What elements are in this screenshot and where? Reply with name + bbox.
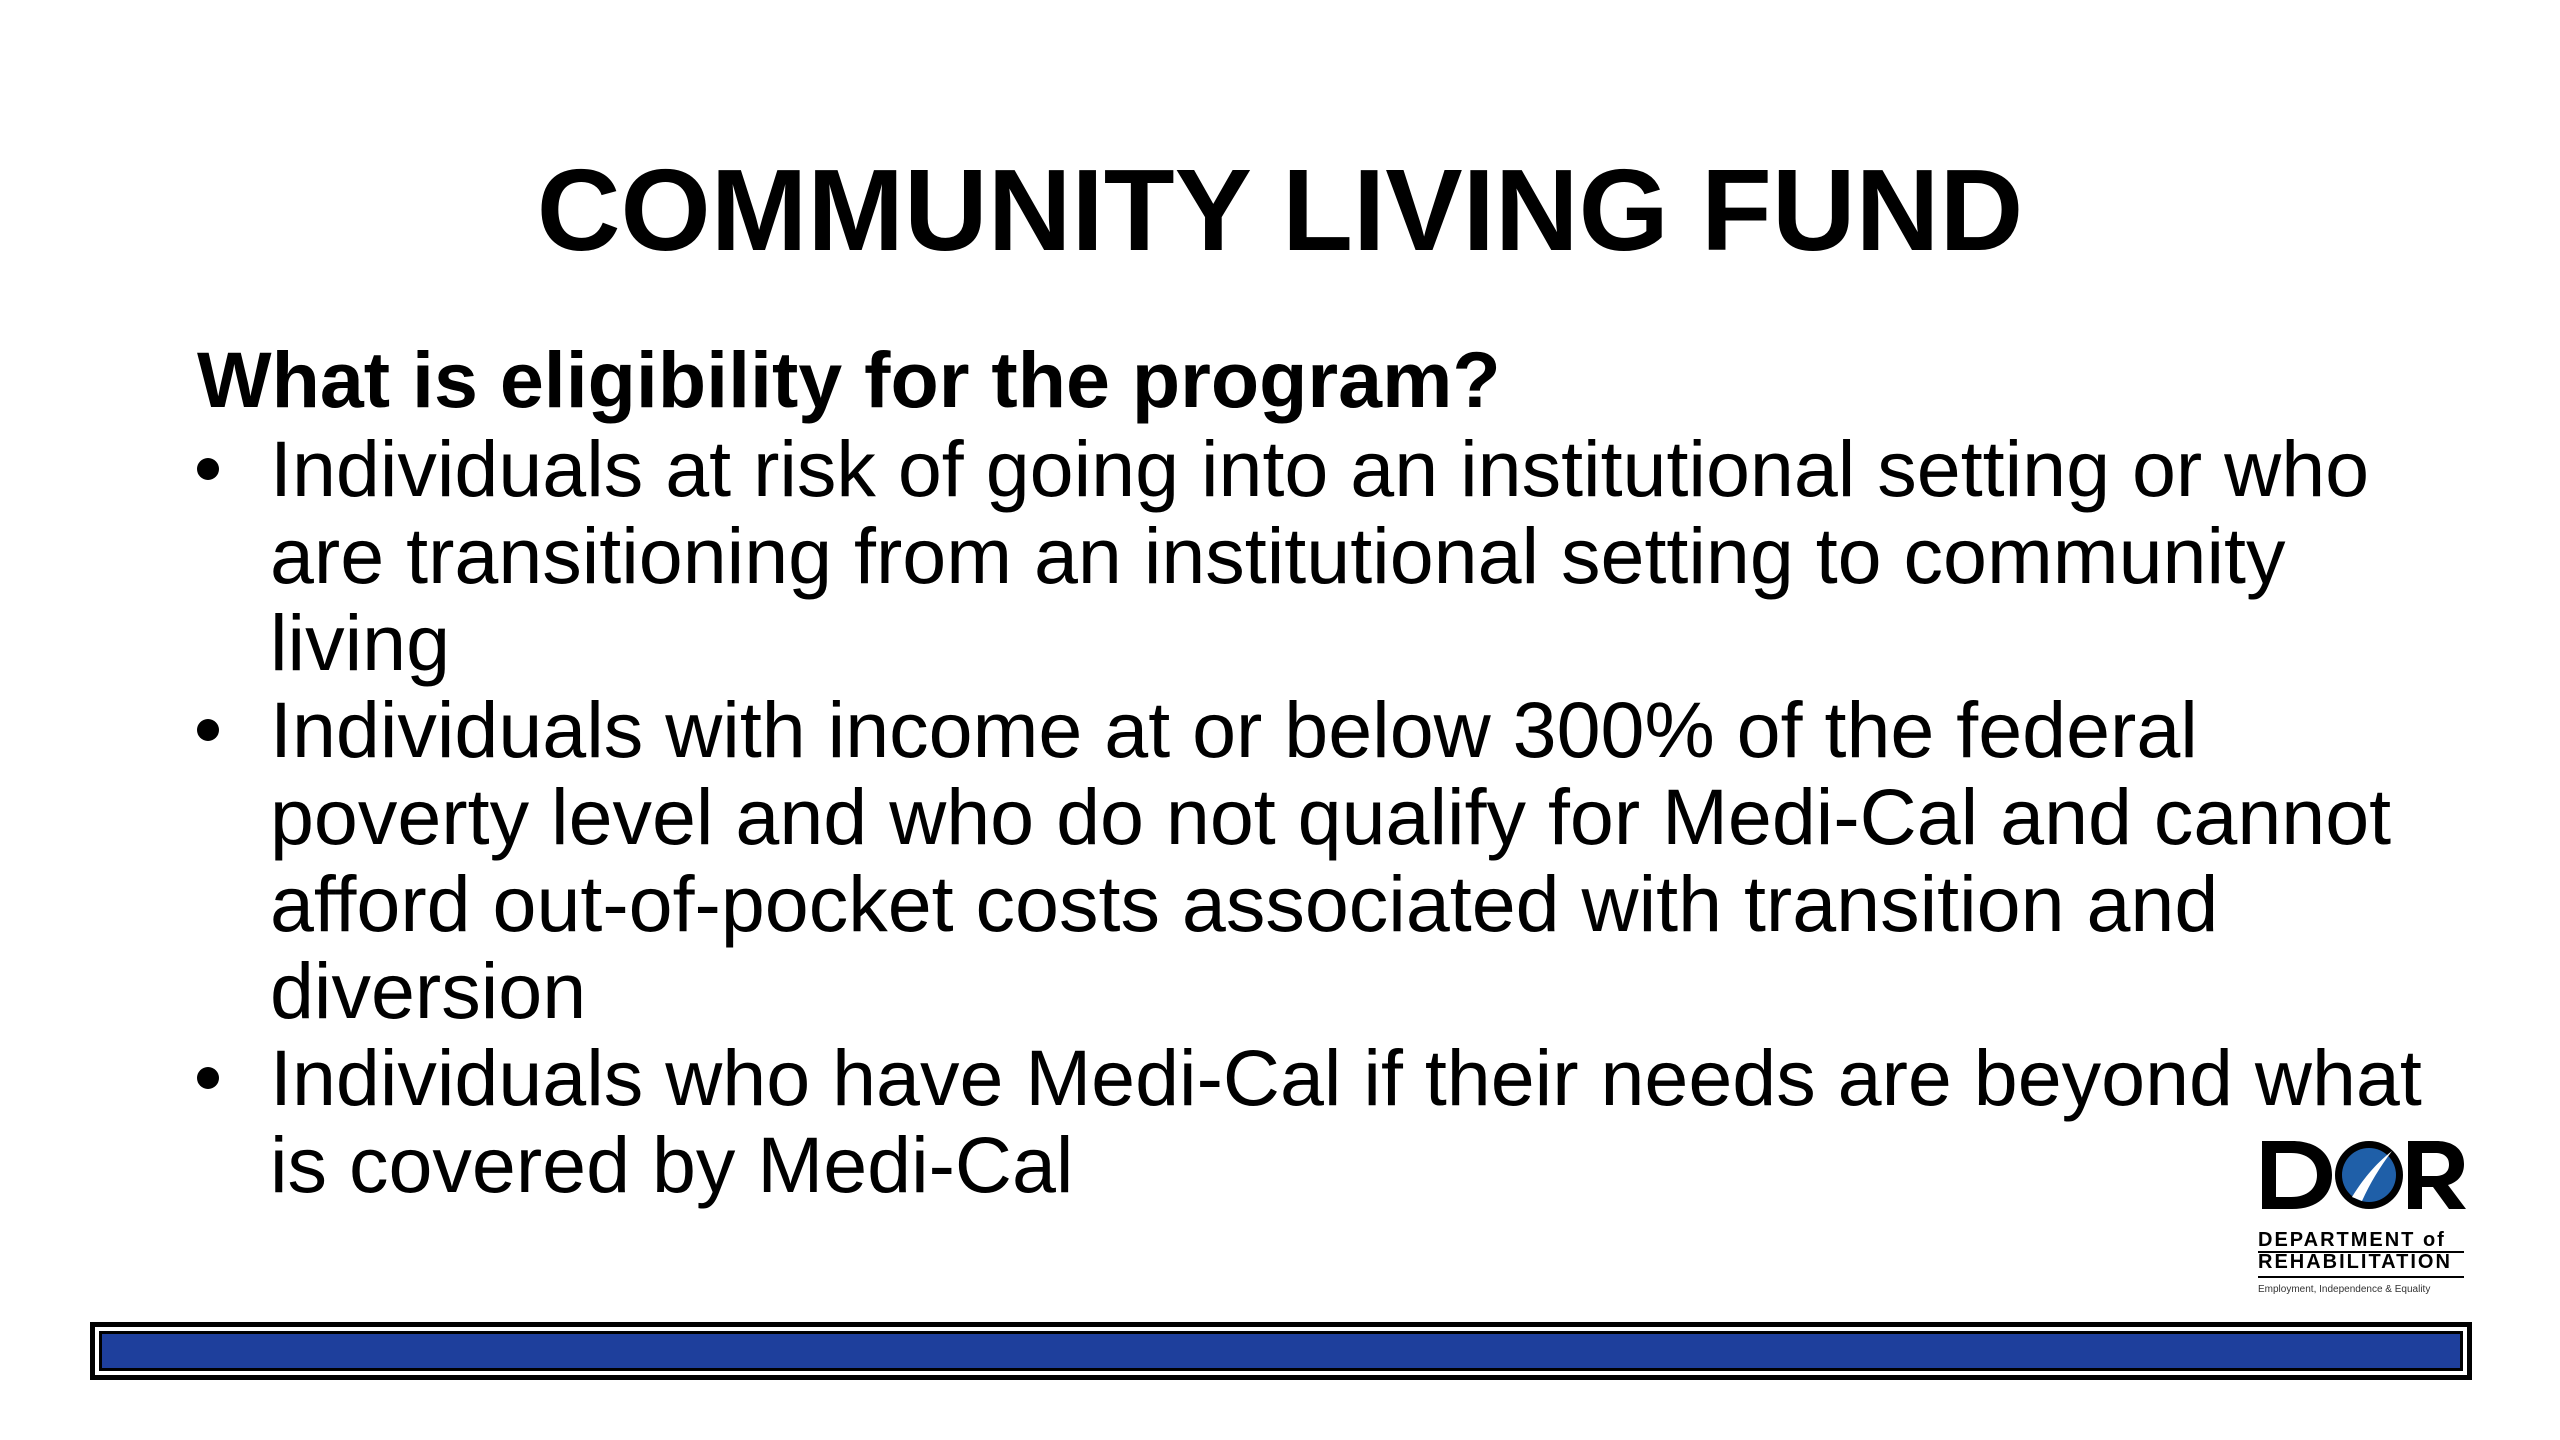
footer-bar xyxy=(90,1322,2472,1380)
bullet-icon xyxy=(197,1067,219,1089)
dor-logo-mark-icon xyxy=(2258,1135,2468,1215)
list-item xyxy=(197,686,2447,1034)
eligibility-list xyxy=(197,425,2447,1208)
logo-rehabilitation-text: REHABILITATION xyxy=(2258,1251,2452,1273)
logo-department-text: DEPARTMENT of xyxy=(2258,1229,2446,1251)
eligibility-question: What is eligibility for the program? xyxy=(197,335,1501,424)
slide-content xyxy=(197,335,2447,1208)
bullet-icon xyxy=(197,719,219,741)
slide-title: COMMUNITY LIVING FUND xyxy=(536,145,2024,275)
list-item xyxy=(197,425,2447,686)
logo-tagline: Employment, Independence & Equality xyxy=(2258,1284,2431,1295)
list-item-text: Individuals at risk of going into an institutional setting or who are transitioning from an institutional setting to community living xyxy=(270,424,2370,687)
logo-divider xyxy=(2258,1276,2464,1278)
list-item-text: Individuals who have Medi-Cal if their needs are beyond what is covered by Medi-Cal xyxy=(270,1033,2422,1209)
list-item-text: Individuals with income at or below 300% of the federal poverty level and who do not qualify for Medi-Cal and cannot afford out-of-pocket costs associated with transition and diversion xyxy=(270,685,2392,1035)
list-item xyxy=(197,1034,2447,1208)
dor-logo xyxy=(2258,1135,2468,1310)
footer-bar-fill xyxy=(99,1331,2463,1371)
bullet-icon xyxy=(197,458,219,480)
